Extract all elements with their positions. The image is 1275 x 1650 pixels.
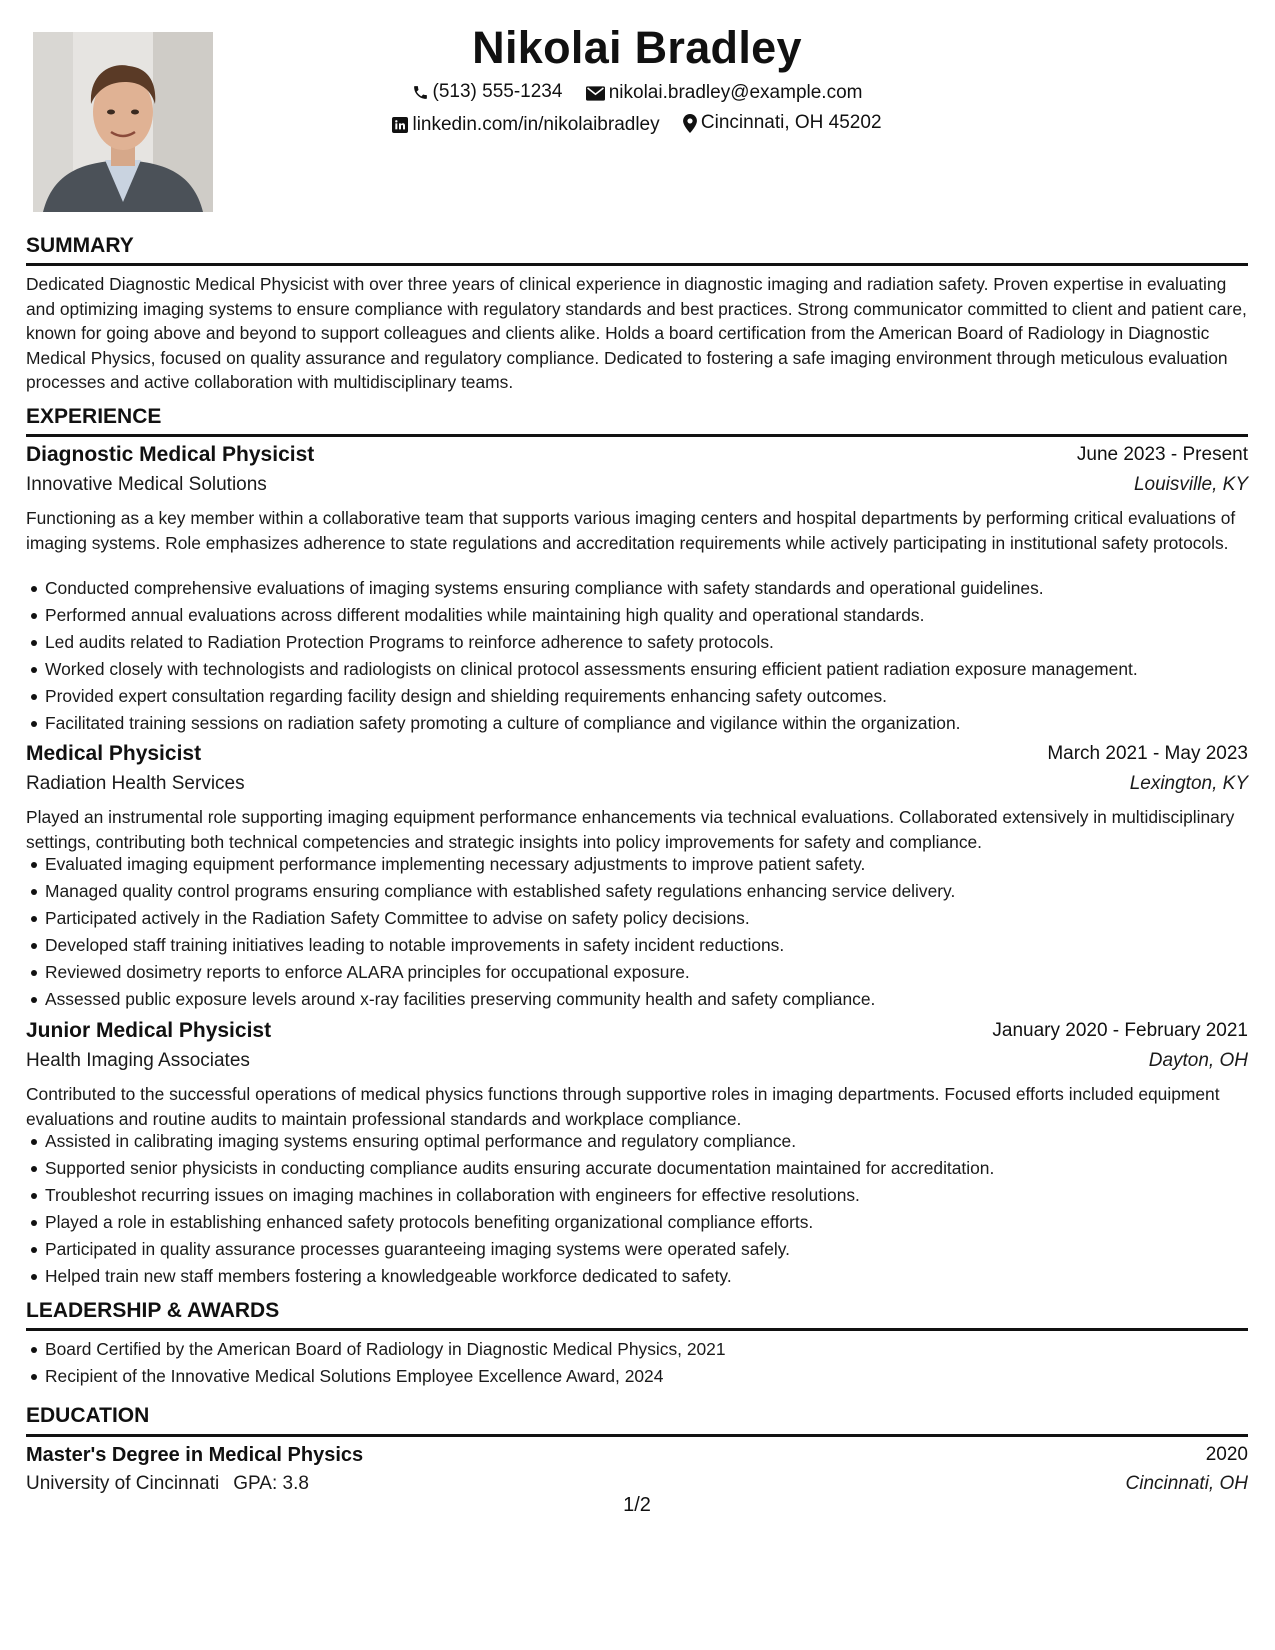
job-location: Louisville, KY [1133, 474, 1248, 495]
location-text: Cincinnati, OH 45202 [700, 112, 882, 133]
contact-linkedin[interactable] [392, 114, 659, 136]
list-item: Led audits related to Radiation Protection Programs to reinforce adherence to safety protocols. [45, 629, 1267, 656]
map-pin-icon [683, 114, 697, 133]
list-item: Facilitated training sessions on radiation safety promoting a culture of compliance and vigilance within the organization. [45, 710, 1267, 737]
job-title: Junior Medical Physicist [26, 1019, 272, 1042]
job-company: Health Imaging Associates [26, 1050, 250, 1071]
list-item: Troubleshot recurring issues on imaging machines in collaboration with engineers for effective resolutions. [45, 1182, 1267, 1209]
job-dates: June 2023 - Present [1076, 444, 1248, 465]
resume-page [26, 0, 1248, 1650]
candidate-name: Nikolai Bradley [472, 22, 802, 73]
envelope-icon [586, 86, 605, 101]
list-item: Developed staff training initiatives leading to notable improvements in safety incident reductions. [45, 932, 1267, 959]
list-item: Recipient of the Innovative Medical Solutions Employee Excellence Award, 2024 [45, 1363, 1267, 1390]
list-item: Conducted comprehensive evaluations of imaging systems ensuring compliance with safety standards and operational guidelines. [45, 575, 1267, 602]
job-dates: January 2020 - February 2021 [992, 1020, 1248, 1041]
contact-line-2 [26, 112, 1248, 139]
list-item: Assisted in calibrating imaging systems ensuring optimal performance and regulatory compliance. [45, 1128, 1267, 1155]
school-line [26, 1473, 309, 1495]
page-number: 1/2 [623, 1494, 651, 1516]
contact-email[interactable] [586, 82, 863, 104]
job-dates: March 2021 - May 2023 [1047, 743, 1248, 764]
list-item: Assessed public exposure levels around x-ray facilities preserving community health and safety compliance. [45, 986, 1267, 1013]
leadership-bullets [26, 1336, 1267, 1390]
list-item: Played a role in establishing enhanced safety protocols benefiting organizational compliance efforts. [45, 1209, 1267, 1236]
leadership-divider [26, 1328, 1248, 1331]
job-bullets [26, 851, 1267, 1013]
job-description: Played an instrumental role supporting imaging equipment performance enhancements via technical evaluations. Collaborated extensively in multidisciplinary settings, contributing both technical competencies and strategic insights into policy improvements for safety and compliance. [26, 807, 1235, 852]
summary-text: Dedicated Diagnostic Medical Physicist with over three years of clinical experience in diagnostic imaging and radiation safety. Proven expertise in evaluating and optimizing imaging systems to ensure compliance with regulatory standards and best practices. Strong communicator committed to client and patient care, known for going above and beyond to support colleagues and clients alike. Holds a board certification from the American Board of Radiology in Diagnostic Medical Physics, focused on quality assurance and regulatory compliance. Dedicated to fostering a safe imaging environment through meticulous evaluation processes and active collaboration with multidisciplinary teams. [26, 274, 1247, 392]
job-title: Medical Physicist [26, 742, 202, 765]
job-description: Functioning as a key member within a collaborative team that supports various imaging centers and hospital departments by performing critical evaluations of imaging systems. Role emphasizes adherence to state regulations and accreditation requirements while actively participating in institutional safety protocols. [26, 508, 1236, 553]
education-heading: EDUCATION [26, 1404, 150, 1427]
email-text: nikolai.bradley@example.com [608, 82, 863, 103]
experience-heading: EXPERIENCE [26, 405, 162, 428]
list-item: Worked closely with technologists and radiologists on clinical protocol assessments ensuring efficient patient radiation exposure management. [45, 656, 1267, 683]
list-item: Helped train new staff members fostering a knowledgeable workforce dedicated to safety. [45, 1263, 1267, 1290]
contact-location [683, 112, 882, 134]
school-name: University of Cincinnati [26, 1473, 220, 1494]
graduation-year: 2020 [1205, 1444, 1248, 1465]
job-location: Lexington, KY [1129, 773, 1248, 794]
phone-icon [412, 84, 429, 101]
list-item: Board Certified by the American Board of Radiology in Diagnostic Medical Physics, 2021 [45, 1336, 1267, 1363]
job-bullets [26, 1128, 1267, 1290]
list-item: Evaluated imaging equipment performance implementing necessary adjustments to improve patient safety. [45, 851, 1267, 878]
contact-phone[interactable] [412, 81, 563, 103]
list-item: Supported senior physicists in conducting compliance audits ensuring accurate documentation maintained for accreditation. [45, 1155, 1267, 1182]
education-divider [26, 1434, 1248, 1437]
leadership-heading: LEADERSHIP & AWARDS [26, 1299, 280, 1322]
job-location: Dayton, OH [1148, 1050, 1248, 1071]
job-company: Radiation Health Services [26, 773, 245, 794]
linkedin-text: linkedin.com/in/nikolaibradley [412, 113, 660, 135]
contact-line-1 [26, 81, 1248, 107]
job-description: Contributed to the successful operations of medical physics functions through supportive roles in imaging departments. Focused efforts included equipment evaluations and routine audits to maintain professional standards and workplace compliance. [26, 1084, 1220, 1129]
summary-heading: SUMMARY [26, 234, 134, 257]
list-item: Provided expert consultation regarding facility design and shielding requirements enhancing safety outcomes. [45, 683, 1267, 710]
list-item: Participated in quality assurance processes guaranteeing imaging systems were operated safely. [45, 1236, 1267, 1263]
experience-divider [26, 434, 1248, 437]
job-title: Diagnostic Medical Physicist [26, 443, 315, 466]
summary-divider [26, 263, 1248, 266]
job-bullets [26, 575, 1267, 737]
list-item: Reviewed dosimetry reports to enforce ALARA principles for occupational exposure. [45, 959, 1267, 986]
school-location: Cincinnati, OH [1125, 1473, 1248, 1494]
phone-text: (513) 555-1234 [432, 81, 563, 102]
linkedin-icon [392, 117, 408, 133]
list-item: Participated actively in the Radiation Safety Committee to advise on safety policy decisions. [45, 905, 1267, 932]
list-item: Managed quality control programs ensuring compliance with established safety regulations enhancing service delivery. [45, 878, 1267, 905]
job-company: Innovative Medical Solutions [26, 474, 267, 495]
list-item: Performed annual evaluations across different modalities while maintaining high quality and operational standards. [45, 602, 1267, 629]
gpa: GPA: 3.8 [233, 1473, 309, 1494]
degree-title: Master's Degree in Medical Physics [26, 1444, 364, 1466]
